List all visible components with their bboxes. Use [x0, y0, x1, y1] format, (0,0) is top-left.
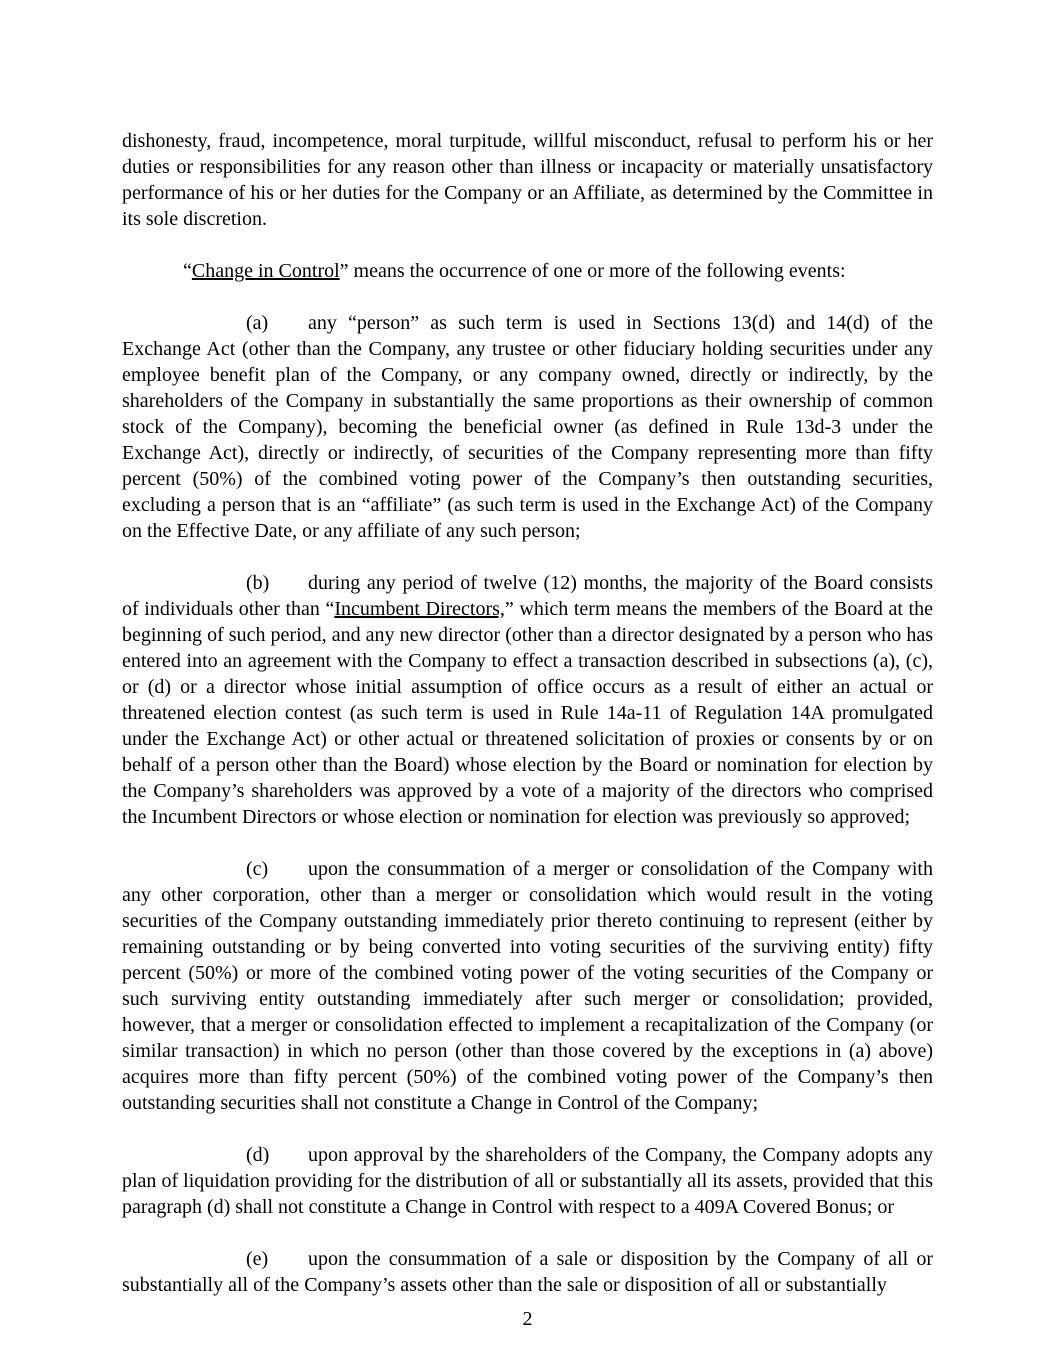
page-number: 2	[522, 1308, 533, 1330]
defined-term-incumbent-directors: Incumbent Directors,	[334, 598, 505, 620]
item-b-text-post: ” which term means the members of the Board at the beginning of such period, and any new director (other than a director designated by a person who has entered into an agreement with the Company to effect a transaction described in subsections (a), (c), or (d) or a director whose initial assumption of office occurs as a result of either an actual or threatened election contest (as such term is used in Rule 14a-11 of Regulation 14A promulgated under the Exchange Act) or other actual or threatened solicitation of proxies or consents by or on behalf of a person other than the Board) whose election by the Board or nomination for election by the Company’s shareholders was approved by a vote of a majority of the directors who comprised the Incumbent Directors or whose election or nomination for election was previously so approved;	[122, 598, 933, 828]
item-e-label: (e)	[246, 1248, 269, 1270]
item-e-text: upon the consummation of a sale or disposition by the Company of all or substantially all of the Company’s assets other than the sale or disposition of all or substantially	[122, 1248, 933, 1296]
item-b-text-pre: during any period of twelve (12) months, the majority of the Board consists of individuals other than “	[122, 572, 933, 620]
item-a-text: any “person” as such term is used in Sections 13(d) and 14(d) of the Exchange Act (other than the Company, any trustee or other fiduciary holding securities under any employee benefit plan of the Company, or any company owned, directly or indirectly, by the shareholders of the Company in substantially the same proportions as their ownership of common stock of the Company), becoming the beneficial owner (as defined in Rule 13d-3 under the Exchange Act), directly or indirectly, of securities of the Company representing more than fifty percent (50%) of the combined voting power of the Company’s then outstanding securities, excluding a person that is an “affiliate” (as such term is used in the Exchange Act) of the Company on the Effective Date, or any affiliate of any such person;	[122, 312, 933, 542]
item-a-label: (a)	[246, 312, 269, 334]
paragraph-item-b	[122, 570, 933, 830]
item-c-label: (c)	[246, 858, 269, 880]
definition-text: ” means the occurrence of one or more of the following events:	[339, 260, 846, 282]
item-d-label: (d)	[246, 1144, 270, 1166]
paragraph-continuation: dishonesty, fraud, incompetence, moral turpitude, willful misconduct, refusal to perform his or her duties or responsibilities for any reason other than illness or incapacity or materially unsatisfactory performance of his or her duties for the Company or an Affiliate, as determined by the Committee in its sole discretion.	[122, 130, 933, 230]
paragraph-item-a	[122, 310, 933, 544]
item-c-text: upon the consummation of a merger or consolidation of the Company with any other corporation, other than a merger or consolidation which would result in the voting securities of the Company outstanding immediately prior thereto continuing to represent (either by remaining outstanding or by being converted into voting securities of the surviving entity) fifty percent (50%) or more of the combined voting power of the voting securities of the Company or such surviving entity outstanding immediately after such merger or consolidation; provided, however, that a merger or consolidation effected to implement a recapitalization of the Company (or similar transaction) in which no person (other than those covered by the exceptions in (a) above) acquires more than fifty percent (50%) of the combined voting power of the Company’s then outstanding securities shall not constitute a Change in Control of the Company;	[122, 858, 933, 1114]
defined-term-change-in-control: Change in Control	[191, 260, 340, 282]
page-footer	[122, 1306, 933, 1332]
item-d-text: upon approval by the shareholders of the Company, the Company adopts any plan of liquidation providing for the distribution of all or substantially all its assets, provided that this paragraph (d) shall not constitute a Change in Control with respect to a 409A Covered Bonus; or	[122, 1144, 933, 1218]
paragraph-item-d	[122, 1142, 933, 1220]
definition-open-quote: “	[183, 260, 192, 282]
paragraph-change-in-control-definition	[122, 258, 933, 284]
paragraph-item-e	[122, 1246, 933, 1298]
paragraph-item-c	[122, 856, 933, 1116]
item-b-label: (b)	[246, 572, 270, 594]
